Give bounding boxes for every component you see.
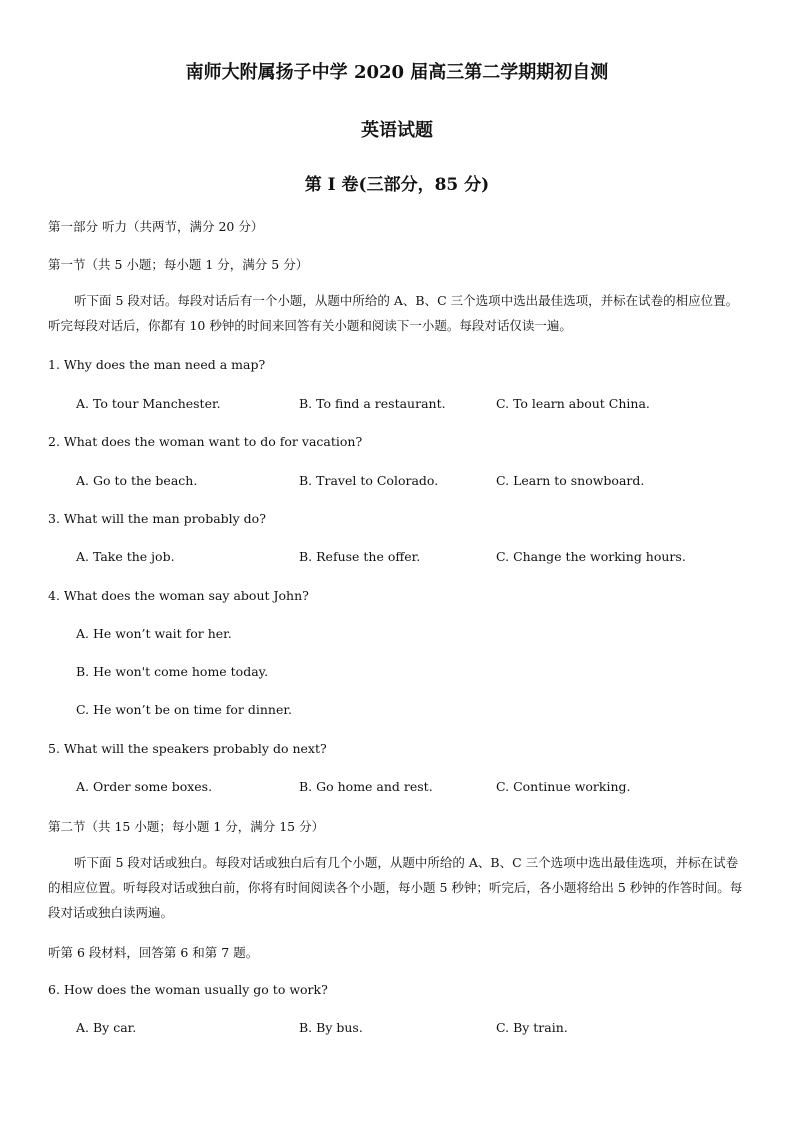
q5-option-b: B. Go home and rest. [299,779,433,794]
q5-option-c: C. Continue working. [496,779,631,794]
q6-option-c: C. By train. [496,1020,568,1035]
volume-heading: 第 I 卷(三部分，85 分) [304,175,490,195]
q2-option-b: B. Travel to Colorado. [299,473,439,488]
section2-instructions: 听下面 5 段对话或独白。每段对话或独白后有几个小题，从题中所给的 A、B、C 三个选项中选出最佳选项，并标在试卷的相应位置。听每段对话或独白前，你将有时间阅读各个小题，每小题 5 秒钟；听完后，各小题将给出 5 秒钟的作答时间。每段对话或独白读两遍。 [48,855,743,920]
q6-option-a: A. By car. [76,1020,137,1035]
q1-option-b: B. To find a restaurant. [299,396,446,411]
question-3: 3. What will the man probably do? [48,511,266,526]
q2-option-a: A. Go to the beach. [76,473,198,488]
section2-heading: 第二节（共 15 小题；每小题 1 分，满分 15 分） [48,819,325,834]
subject-title: 英语试题 [361,120,433,141]
q4-option-c: C. He won’t be on time for dinner. [76,702,292,717]
q1-option-c: C. To learn about China. [496,396,650,411]
q3-option-c: C. Change the working hours. [496,549,686,564]
question-4: 4. What does the woman say about John? [48,588,309,603]
question-5: 5. What will the speakers probably do next? [48,741,327,756]
question-2: 2. What does the woman want to do for vacation? [48,434,363,449]
question-1: 1. Why does the man need a map? [48,357,266,372]
q3-option-b: B. Refuse the offer. [299,549,421,564]
q5-option-a: A. Order some boxes. [76,779,213,794]
exam-title: 南师大附属扬子中学 2020 届高三第二学期期初自测 [185,62,609,83]
q4-option-b: B. He won't come home today. [76,664,269,679]
material-note: 听第 6 段材料，回答第 6 和第 7 题。 [48,945,259,960]
q6-option-b: B. By bus. [299,1020,363,1035]
part1-heading: 第一部分 听力（共两节，满分 20 分） [48,219,264,234]
question-6: 6. How does the woman usually go to work? [48,982,328,997]
q2-option-c: C. Learn to snowboard. [496,473,645,488]
q4-option-a: A. He won’t wait for her. [76,626,232,641]
q3-option-a: A. Take the job. [76,549,175,564]
section1-heading: 第一节（共 5 小题；每小题 1 分，满分 5 分） [48,257,309,272]
section1-instructions: 听下面 5 段对话。每段对话后有一个小题，从题中所给的 A、B、C 三个选项中选出最佳选项，并标在试卷的相应位置。听完每段对话后，你都有 10 秒钟的时间来回答有关小题和阅读下一小题。每段对话仅读一遍。 [48,293,739,333]
q1-option-a: A. To tour Manchester. [76,396,221,411]
